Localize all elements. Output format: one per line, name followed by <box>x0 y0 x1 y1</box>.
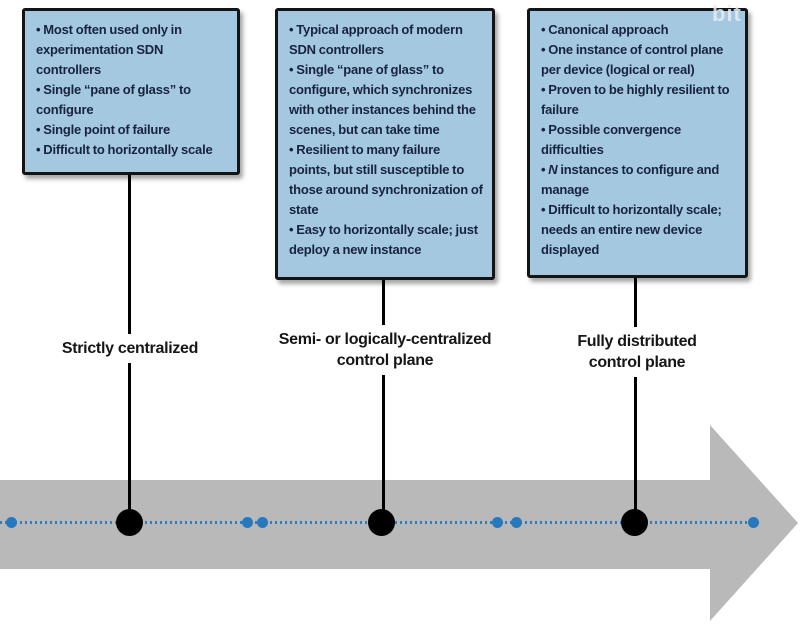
stage-label-strictly-centralized: Strictly centralized <box>20 334 240 363</box>
bullet-item: • Single “pane of glass” to configure <box>36 82 191 117</box>
bullet-item: • Most often used only in experimentation SDN controllers <box>36 22 182 77</box>
bullet-item-n-instances <box>541 160 737 200</box>
timeline-node-semi-centralized <box>368 509 395 536</box>
bullet-item: • Difficult to horizontally scale <box>36 142 213 157</box>
bullet-item: • Resilient to many failure points, but still susceptible to those around synchronization of state <box>289 142 483 217</box>
bullet-item: • One instance of control plane per device (logical or real) <box>541 42 724 77</box>
infobox-fully-distributed <box>527 8 748 278</box>
axis-dot-marker <box>492 517 503 528</box>
bullet-item: • Typical approach of modern SDN controllers <box>289 22 463 57</box>
stage-label-semi-centralized: Semi- or logically-centralized control plane <box>255 325 515 375</box>
spectrum-arrow-body <box>0 480 712 569</box>
watermark: bit <box>712 1 742 26</box>
bullet-item: • Difficult to horizontally scale; needs an entire new device displayed <box>541 202 722 257</box>
bullet-prefix: • <box>541 162 549 177</box>
bullet-item: • Canonical approach <box>541 22 669 37</box>
connector-line-semi-centralized <box>382 280 385 523</box>
infobox-strictly-centralized <box>22 8 240 175</box>
bullet-item: • Single point of failure <box>36 122 171 137</box>
stage-label-fully-distributed: Fully distributed control plane <box>555 327 719 377</box>
axis-dot-marker <box>6 517 17 528</box>
bullet-item: • Easy to horizontally scale; just deploy a new instance <box>289 222 478 257</box>
bullet-n-italic: N <box>548 162 558 177</box>
infobox-semi-centralized <box>275 8 495 280</box>
bullet-item: • Proven to be highly resilient to failure <box>541 82 730 117</box>
connector-line-fully-distributed <box>634 278 637 523</box>
axis-dot-marker <box>748 517 759 528</box>
axis-dot-marker <box>511 517 522 528</box>
axis-dot-marker <box>242 517 253 528</box>
timeline-node-strictly-centralized <box>116 509 143 536</box>
axis-dot-marker <box>257 517 268 528</box>
bullet-item: • Single “pane of glass” to configure, which synchronizes with other instances behind the scenes, but can take time <box>289 62 476 137</box>
timeline-node-fully-distributed <box>621 509 648 536</box>
bullet-item: • Possible convergence difficulties <box>541 122 682 157</box>
bullet-rest: instances to configure and manage <box>541 162 720 197</box>
